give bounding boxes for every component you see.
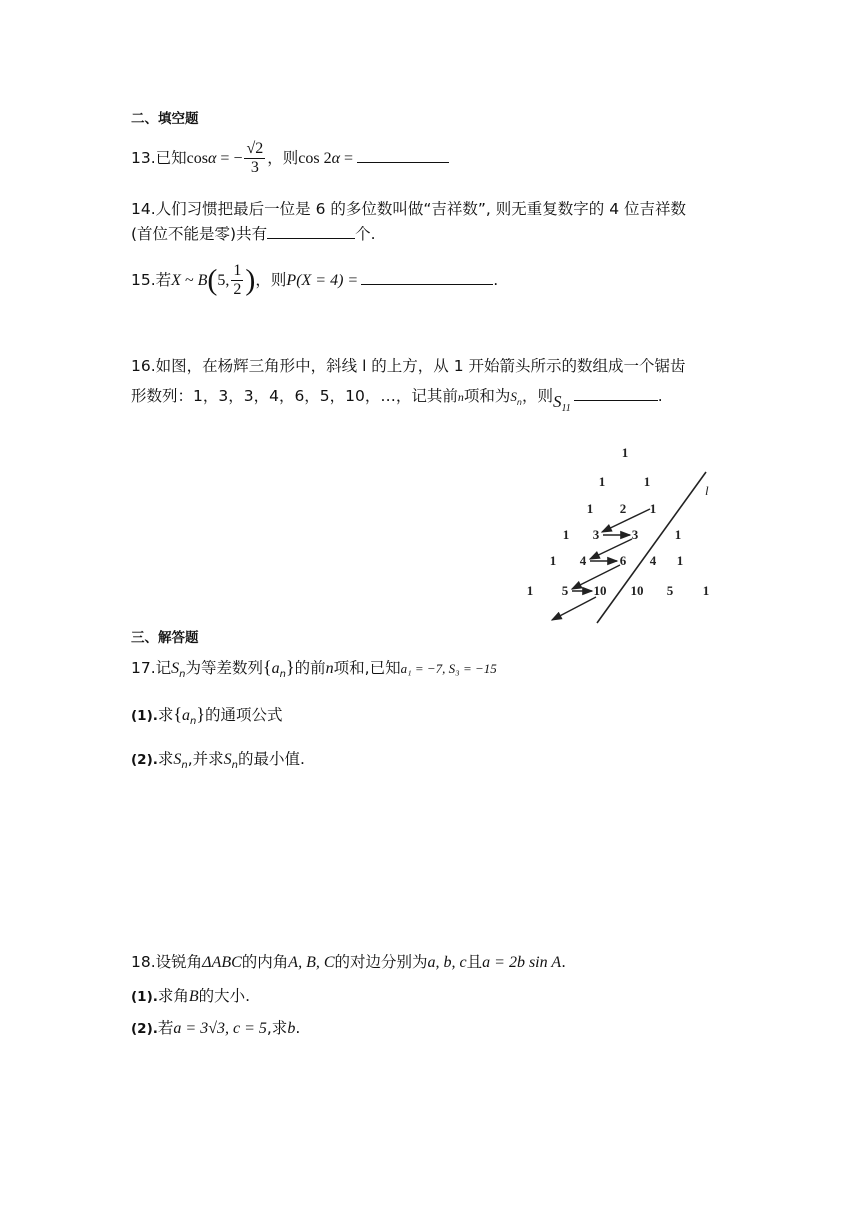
q13-eq2: = <box>344 150 354 167</box>
question-15 <box>131 262 498 299</box>
question-17: 17.记$S_n$为等差数列$\{a_n\}$的前n项和,已知a₁ = −7, S₃ = −15 <box>131 657 497 680</box>
q15-five: 5, <box>217 272 230 289</box>
q18-triangle: ΔABC <box>202 954 242 971</box>
tri-r4-c1: 4 <box>579 553 587 568</box>
yanghui-triangle-figure <box>510 435 735 630</box>
q15-fraction <box>231 262 243 299</box>
tri-r3-c3: 1 <box>674 527 682 542</box>
q15-X: X <box>171 272 181 289</box>
q17-pre: 记 <box>155 659 172 677</box>
tri-r3-c2: 3 <box>631 527 639 542</box>
q15-answer-blank[interactable] <box>361 270 493 285</box>
q17-p2-post: 的最小值. <box>238 750 305 768</box>
tri-r3-c1: 3 <box>592 527 600 542</box>
q13-frac-den: 3 <box>250 159 259 176</box>
q16-n: n <box>457 390 464 404</box>
q18-p1-number: (1). <box>131 989 158 1005</box>
q18-sides: a, b, c <box>427 954 467 971</box>
question-17-part2: (2).求$S_n$,并求$S_n$的最小值. <box>131 750 305 771</box>
q14-answer-blank[interactable] <box>267 224 355 239</box>
tri-r5-c3: 10 <box>630 583 644 598</box>
question-16-line1: 16.如图，在杨辉三角形中，斜线 l 的上方，从 1 开始箭头所示的数组成一个锯齿 <box>131 357 686 375</box>
q16-S11-sub: 11 <box>561 403 571 414</box>
q17-p2-number: (2). <box>131 752 158 768</box>
q13-fraction <box>244 140 265 177</box>
q18-p2-mid: ,求 <box>266 1019 288 1037</box>
q16-S-sub: n <box>516 398 522 407</box>
q18-mid: 的内角 <box>241 953 289 971</box>
q18-p1-post: 的大小. <box>198 987 251 1005</box>
slant-line-label: l <box>705 483 709 498</box>
section-title-fill: 二、填空题 <box>131 111 199 127</box>
q17-p2-pre: 求 <box>157 750 174 768</box>
q16-end: . <box>657 387 663 405</box>
tri-r4-c4: 1 <box>676 553 684 568</box>
q15-P: P <box>286 272 297 289</box>
question-14-line1: 14.人们习惯把最后一位是 6 的多位数叫做“吉祥数”, 则无重复数字的 4 位吉祥数 <box>131 200 686 218</box>
q16-line2-mid: 项和为 <box>463 387 511 405</box>
question-16-line2 <box>131 384 663 414</box>
q18-end: . <box>561 953 567 971</box>
tri-r4-c2: 6 <box>619 553 627 568</box>
question-18 <box>131 950 566 972</box>
q16-answer-blank[interactable] <box>574 386 658 401</box>
q14-line2-post: 个. <box>355 225 376 243</box>
q18-p2-eq: a = 3√3, c = 5 <box>173 1020 267 1037</box>
tri-r5-c1: 5 <box>561 583 569 598</box>
q14-line2-pre: (首位不能是零)共有 <box>131 225 268 243</box>
q17-S-sub: n <box>179 669 186 680</box>
tri-r0-c0: 1 <box>621 445 629 460</box>
section-title-solve: 三、解答题 <box>131 630 199 646</box>
q17-mid3: 项和,已知 <box>333 659 401 677</box>
q13-answer-blank[interactable] <box>357 148 449 163</box>
q13-alpha: α <box>208 150 217 167</box>
tri-r3-c0: 1 <box>562 527 570 542</box>
q18-angles: A, B, C <box>288 954 335 971</box>
q15-paren: (X = 4) = <box>296 272 359 289</box>
tri-r1-c0: 1 <box>598 474 606 489</box>
tri-r4-c3: 4 <box>649 553 657 568</box>
q13-cos2: cos 2 <box>298 150 332 167</box>
q17-given: a₁ = −7, S₃ = −15 <box>400 661 497 676</box>
q18-mid2: 的对边分别为 <box>334 953 428 971</box>
tri-r5-c5: 1 <box>702 583 710 598</box>
tri-r5-c2: 10 <box>593 583 607 598</box>
q13-cos: cos <box>186 150 208 167</box>
q16-line2-then: ，则 <box>522 387 554 405</box>
q17-a: a <box>271 660 280 677</box>
tri-r2-c1: 2 <box>619 501 627 516</box>
q15-frac-den: 2 <box>233 281 242 298</box>
q17-p1-number: (1). <box>131 708 158 724</box>
question-18-part2 <box>131 1016 300 1038</box>
q15-number: 15. <box>131 271 156 289</box>
q18-mid3: 且 <box>466 953 483 971</box>
question-18-part1 <box>131 984 250 1006</box>
q18-b: b <box>287 1020 296 1037</box>
q17-number: 17. <box>131 659 156 677</box>
q13-eq: = <box>220 150 230 167</box>
q15-mid: ，则 <box>255 271 287 289</box>
q18-p2-pre: 若 <box>157 1019 174 1037</box>
question-17-part1: (1).求$\{a_n\}$的通项公式 <box>131 704 283 727</box>
q17-n: n <box>325 660 334 677</box>
tri-r2-c0: 1 <box>586 501 594 516</box>
q18-p2-end: . <box>295 1019 301 1037</box>
tri-r5-c0: 1 <box>526 583 534 598</box>
q17-mid2: 的前 <box>294 659 326 677</box>
q18-equation: a = 2b sin A <box>482 954 562 971</box>
q18-B: B <box>188 988 199 1005</box>
tri-r2-c2: 1 <box>649 501 657 516</box>
q13-frac-num: √2 <box>246 140 264 157</box>
question-13 <box>131 140 449 177</box>
q17-S: S <box>171 660 180 677</box>
question-14-line2 <box>131 222 376 244</box>
q18-p1-pre: 求角 <box>157 987 189 1005</box>
q15-pre: 若 <box>155 271 172 289</box>
q15-end: . <box>493 271 499 289</box>
q16-S11: S <box>553 392 562 411</box>
q18-number: 18. <box>131 953 156 971</box>
q18-pre: 设锐角 <box>155 953 203 971</box>
q13-number: 13. <box>131 149 156 167</box>
q15-lparen: ( <box>207 263 218 297</box>
q16-S: S <box>510 389 517 404</box>
q17-p1-post: 的通项公式 <box>205 706 283 724</box>
arrow-10-next <box>552 597 596 620</box>
tri-r5-c4: 5 <box>666 583 674 598</box>
q16-line2-pre: 形数列：1，3，3，4，6，5，10，…，记其前 <box>131 387 458 405</box>
q13-mid: ，则 <box>267 149 299 167</box>
tri-r4-c0: 1 <box>549 553 557 568</box>
q13-alpha2: α <box>331 150 340 167</box>
q17-p2-mid: ,并求 <box>187 750 224 768</box>
q15-frac-num: 1 <box>233 262 242 279</box>
zigzag-arrows <box>549 509 650 620</box>
q17-p1-pre: 求 <box>157 706 174 724</box>
q15-tilde: ~ <box>184 272 194 289</box>
q15-B: B <box>197 272 208 289</box>
q13-text: 已知 <box>155 149 187 167</box>
q13-minus: − <box>233 150 243 167</box>
q18-p2-number: (2). <box>131 1021 158 1037</box>
q17-mid: 为等差数列 <box>185 659 264 677</box>
tri-r1-c1: 1 <box>643 474 651 489</box>
q15-rparen: ) <box>245 263 256 297</box>
